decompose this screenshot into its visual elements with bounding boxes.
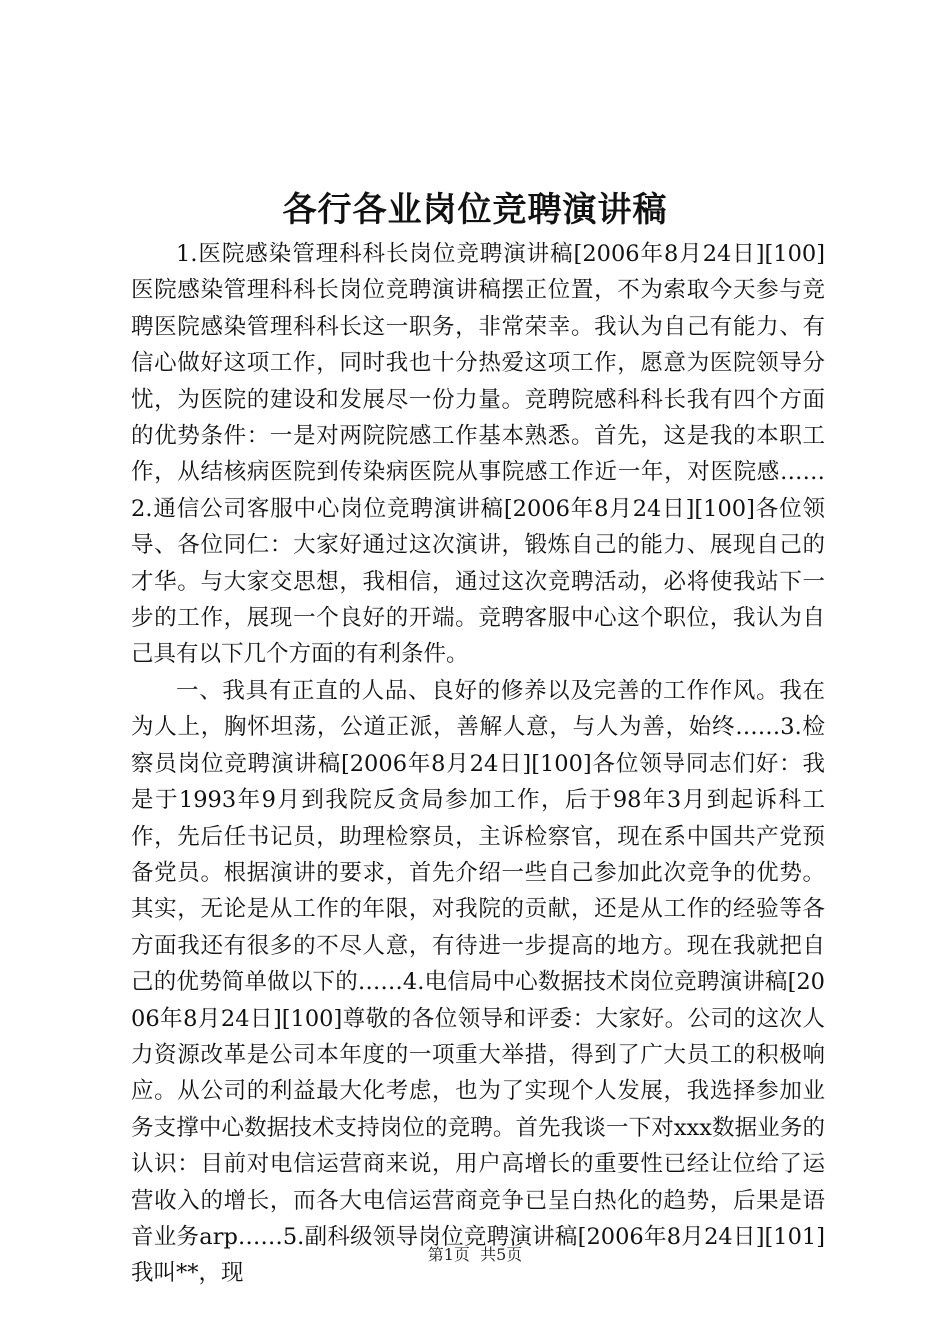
body-paragraph-1: 1.医院感染管理科科长岗位竞聘演讲稿[2006年8月24日][100]医院感染管理科科长岗位竞聘演讲稿摆正位置，不为索取今天参与竞聘医院感染管理科科长这一职务，非常荣幸。我认为自己有能力、有信心做好这项工作，同时我也十分热爱这项工作，愿意为医院领导分忧，为医院的建设和发展尽一份力量。竞聘院感科科长我有四个方面的优势条件：一是对两院院感工作基本熟悉。首先，这是我的本职工作，从结核病医院到传染病医院从事院感工作近一年，对医院感……2.通信公司客服中心岗位竞聘演讲稿[2006年8月24日][100]各位领导、各位同仁：大家好通过这次演讲，锻炼自己的能力、展现自己的才华。与大家交思想，我相信，通过这次竞聘活动，必将使我站下一步的工作，展现一个良好的开端。竞聘客服中心这个职位，我认为自己具有以下几个方面的有利条件。 <box>131 241 825 668</box>
document-body <box>131 236 825 1292</box>
document-title: 各行各业岗位竞聘演讲稿 <box>282 190 668 230</box>
page-number: 第1页 <box>427 1245 470 1264</box>
body-paragraph-2: 一、我具有正直的人品、良好的修养以及完善的工作作风。我在为人上，胸怀坦荡，公道正派，善解人意，与人为善，始终……3.检察员岗位竞聘演讲稿[2006年8月24日][100]各位领导同志们好：我是于1993年9月到我院反贪局参加工作，后于98年3月到起诉科工作，先后任书记员，助理检察员，主诉检察官，现在系中国共产党预备党员。根据演讲的要求，首先介绍一些自己参加此次竞争的优势。其实，无论是从工作的年限，对我院的贡献，还是从工作的经验等各方面我还有很多的不尽人意，有待进一步提高的地方。现在我就把自己的优势简单做以下的……4.电信局中心数据技术岗位竞聘演讲稿[2006年8月24日][100]尊敬的各位领导和评委：大家好。公司的这次人力资源改革是公司本年度的一项重大举措，得到了广大员工的积极响应。从公司的利益最大化考虑，也为了实现个人发展，我选择参加业务支撑中心数据技术支持岗位的竞聘。首先我谈一下对xxx数据业务的认识：目前对电信运营商来说，用户高增长的重要性已经让位给了运营收入的增长，而各大电信运营商竞争已呈白热化的趋势，后果是语音业务arp……5.副科级领导岗位竞聘演讲稿[2006年8月24日][101]我叫**，现 <box>131 677 825 1287</box>
page-total: 共5页 <box>480 1245 523 1264</box>
footer-gap <box>470 1245 480 1264</box>
page-footer <box>0 1245 950 1265</box>
